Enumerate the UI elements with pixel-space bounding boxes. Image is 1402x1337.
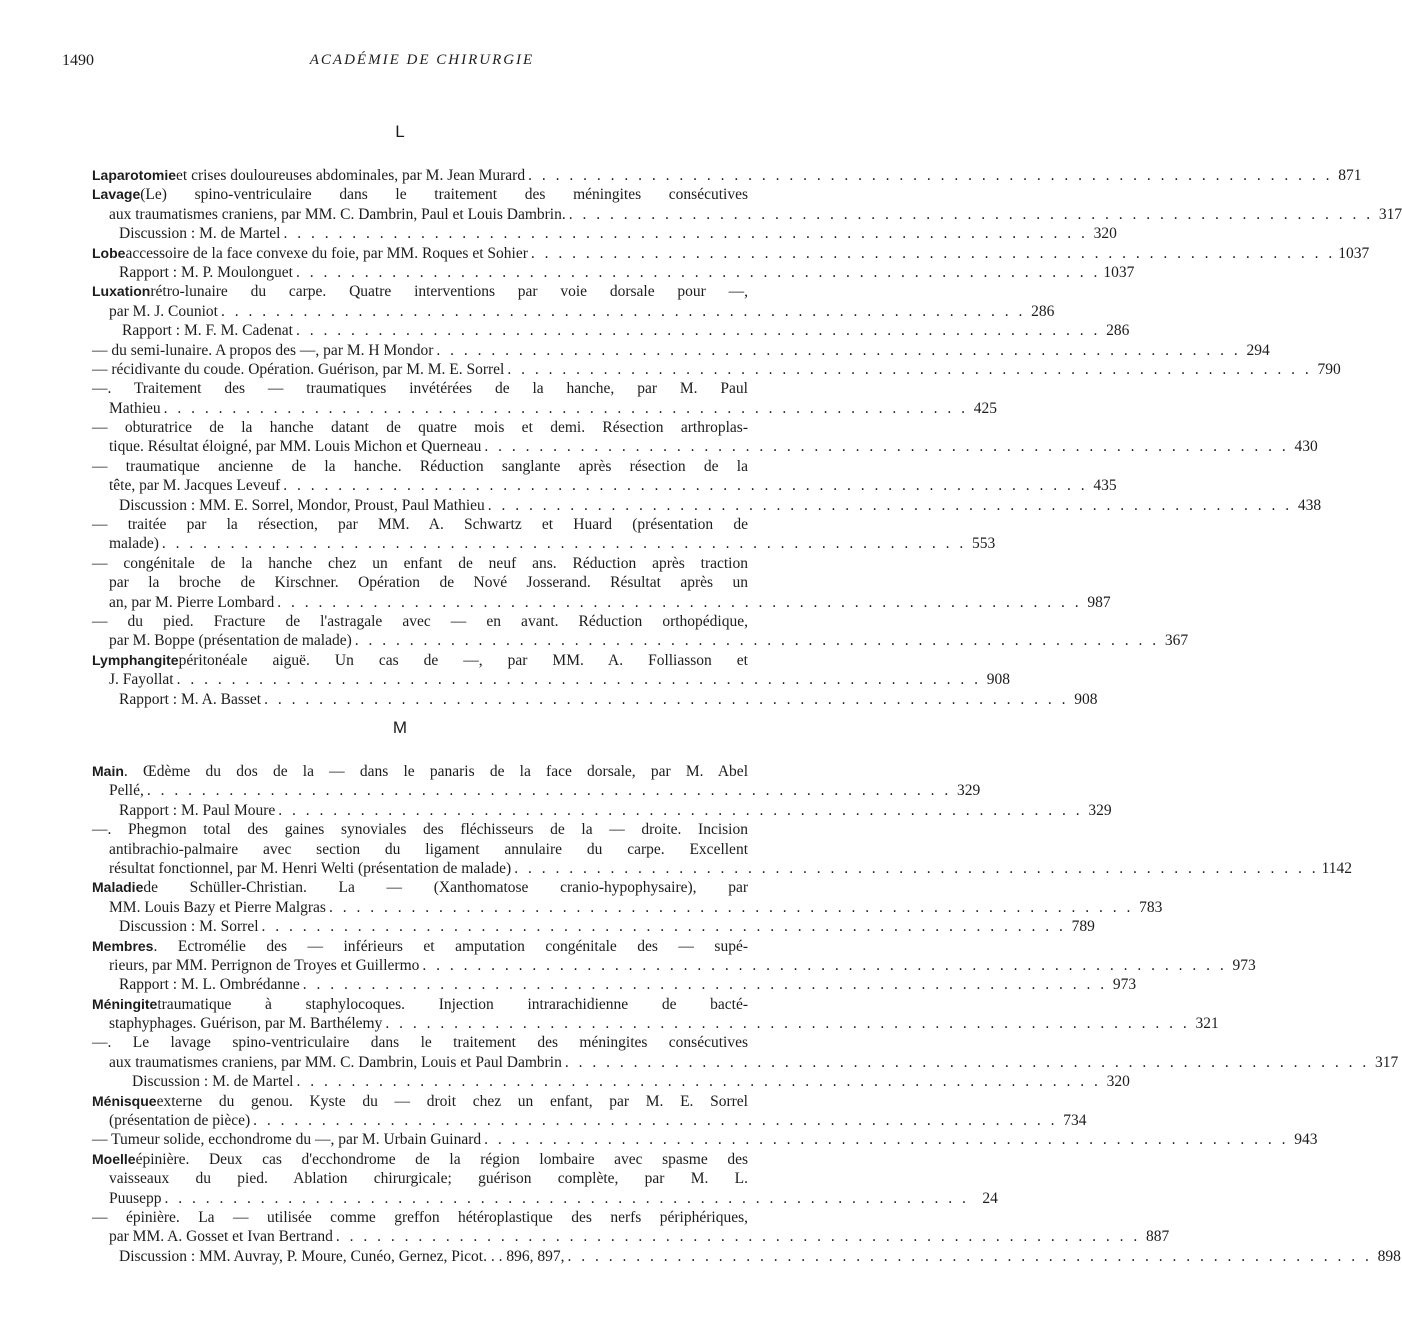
section-letter-l: L xyxy=(395,122,405,141)
page-reference: 286 xyxy=(1031,302,1055,320)
dot-leader: . . . . . . . . . . . . . . . . . . . . . . . . . . . . . . . . . . . . . . . . . . . . . . . . . . . . . . . . . . . xyxy=(176,671,981,689)
dot-leader: . . . . . . . . . . . . . . . . . . . . . . . . . . . . . . . . . . . . . . . . . . . . . . . . . . . . . . . . . . . xyxy=(487,496,1293,514)
dot-leader: . . . . . . . . . . . . . . . . . . . . . . . . . . . . . . . . . . . . . . . . . . . . . . . . . . . . . . . . . . . xyxy=(261,918,1066,936)
index-line xyxy=(92,437,1318,456)
index-line xyxy=(92,690,1098,709)
index-keyword: Méningite xyxy=(92,995,158,1012)
index-text: Rapport : M. L. Ombrédanne xyxy=(119,976,300,994)
page-number: 1490 xyxy=(62,52,94,69)
index-text: staphyphages. Guérison, par M. Barthélemy xyxy=(109,1015,383,1033)
running-title: ACADÉMIE DE CHIRURGIE xyxy=(309,52,535,68)
index-line xyxy=(92,1208,748,1227)
dot-leader: . . . . . . . . . . . . . . . . . . . . . . . . . . . . . . . . . . . . . . . . . . . . . . . . . . . . . . . . . . . xyxy=(530,244,1336,262)
page-reference: 943 xyxy=(1294,1131,1318,1149)
dot-leader: . . . . . . . . . . . . . . . . . . . . . . . . . . . . . . . . . . . . . . . . . . . . . . . . . . . . . . . . . . . xyxy=(253,1112,1058,1130)
index-keyword: Ménisque xyxy=(92,1092,157,1109)
dot-leader: . . . . . . . . . . . . . . . . . . . . . . . . . . . . . . . . . . . . . . . . . . . . . . . . . . . . . . . . . . . xyxy=(484,1131,1289,1149)
dot-leader: . . . . . . . . . . . . . . . . . . . . . . . . . . . . . . . . . . . . . . . . . . . . . . . . . . . . . . . . . . . xyxy=(385,1015,1190,1033)
index-text: malade) xyxy=(109,535,159,553)
index-line xyxy=(92,515,748,534)
dot-leader: . . . . . . . . . . . . . . . . . . . . . . . . . . . . . . . . . . . . . . . . . . . . . . . . . . . . . . . . . . . xyxy=(295,263,1101,281)
index-text: Discussion : M. de Martel xyxy=(132,1073,294,1091)
dot-leader: . . . . . . . . . . . . . . . . . . . . . . . . . . . . . . . . . . . . . . . . . . . . . . . . . . . . . . . . . . . xyxy=(146,782,952,800)
index-text: Discussion : M. de Martel xyxy=(119,225,281,243)
index-text: — Tumeur solide, ecchondrome du —, par M. Urbain Guinard xyxy=(92,1131,482,1149)
page-reference: 329 xyxy=(957,782,981,800)
index-line xyxy=(92,1227,1170,1246)
index-text: vaisseaux du pied. Ablation chirurgicale; guérison complète, par M. L. xyxy=(109,1170,748,1188)
index-text: rieurs, par MM. Perrignon de Troyes et Guillermo xyxy=(109,956,420,974)
index-keyword: Main xyxy=(92,763,124,779)
dot-leader: . . . . . . . . . . . . . . . . . . . . . . . . . . . . . . . . . . . . . . . . . . . . . . . . . . . . . . . . . . . xyxy=(484,438,1289,456)
index-keyword: Membres xyxy=(92,937,154,954)
dot-leader: . . . . . . . . . . . . . . . . . . . . . . . . . . . . . . . . . . . . . . . . . . . . . . . . . . . . . . . . . . . xyxy=(295,322,1101,340)
index-line xyxy=(92,244,1370,263)
dot-leader: . . . . . . . . . . . . . . . . . . . . . . . . . . . . . . . . . . . . . . . . . . . . . . . . . . . . . . . . . . . xyxy=(528,167,1333,184)
index-text: de Schüller-Christian. La — (Xanthomatose cranio-hypophysaire), par xyxy=(143,879,748,897)
dot-leader: . . . . . . . . . . . . . . . . . . . . . . . . . . . . . . . . . . . . . . . . . . . . . . . . . . . . . . . . . . . xyxy=(264,690,1069,708)
index-line xyxy=(92,840,748,859)
index-text: par la broche de Kirschner. Opération de Nové Josserand. Résultat après un xyxy=(109,574,748,592)
index-text: . Œdème du dos de la — dans le panaris de la face dorsale, par M. Abel xyxy=(123,763,748,780)
dot-leader: . . . . . . . . . . . . . . . . . . . . . . . . . . . . . . . . . . . . . . . . . . . . . . . . . . . . . . . . . . . xyxy=(296,1073,1101,1091)
index-line xyxy=(92,554,748,573)
dot-leader: . . . . . . . . . . . . . . . . . . . . . . . . . . . . . . . . . . . . . . . . . . . . . . . . . . . . . . . . . . . xyxy=(220,302,1026,320)
index-line xyxy=(92,1130,1318,1149)
index-text: — congénitale de la hanche chez un enfant de neuf ans. Réduction après traction xyxy=(92,554,748,572)
index-text: antibrachio-palmaire avec section du ligament annulaire du carpe. Excellent xyxy=(109,840,748,858)
index-text: Mathieu xyxy=(109,399,161,417)
index-line xyxy=(92,1111,1087,1130)
index-keyword: Lobe xyxy=(92,244,126,261)
index-text: Rapport : M. Paul Moure xyxy=(119,801,276,819)
index-line xyxy=(92,399,998,418)
dot-leader: . . . . . . . . . . . . . . . . . . . . . . . . . . . . . . . . . . . . . . . . . . . . . . . . . . . . . . . . . . . xyxy=(507,360,1312,378)
dot-leader: . . . . . . . . . . . . . . . . . . . . . . . . . . . . . . . . . . . . . . . . . . . . . . . . . . . . . . . . . . . xyxy=(568,205,1374,223)
page-reference: 320 xyxy=(1106,1073,1130,1091)
page-reference: 294 xyxy=(1246,341,1270,359)
index-keyword: Maladie xyxy=(92,879,144,896)
index-line xyxy=(92,975,1137,994)
index-line xyxy=(92,878,748,897)
page-reference: 898 xyxy=(1377,1247,1401,1265)
index-text: — épinière. La — utilisée comme greffon hétéroplastique des nerfs périphériques, xyxy=(92,1208,748,1226)
index-text: Discussion : MM. Auvray, P. Moure, Cunéo, Gernez, Picot. . . 896, 897, xyxy=(119,1247,565,1265)
index-line xyxy=(92,956,1256,975)
dot-leader: . . . . . . . . . . . . . . . . . . . . . . . . . . . . . . . . . . . . . . . . . . . . . . . . . . . . . . . . . . . xyxy=(283,225,1088,243)
index-text: — traitée par la résection, par MM. A. Schwartz et Huard (présentation de xyxy=(92,516,748,534)
index-keyword: Laparotomie xyxy=(92,167,177,183)
dot-leader: . . . . . . . . . . . . . . . . . . . . . . . . . . . . . . . . . . . . . . . . . . . . . . . . . . . . . . . . . . . xyxy=(283,477,1088,495)
dot-leader: . . . . . . . . . . . . . . . . . . . . . . . . . . . . . . . . . . . . . . . . . . . . . . . . . . . . . . . . . . . xyxy=(164,1189,969,1207)
dot-leader: . . . . . . . . . . . . . . . . . . . . . . . . . . . . . . . . . . . . . . . . . . . . . . . . . . . . . . . . . . . xyxy=(328,898,1134,916)
index-line xyxy=(92,631,1189,650)
index-line xyxy=(92,263,1135,282)
index-line xyxy=(92,1072,1130,1091)
page-reference: 908 xyxy=(986,671,1010,689)
page-reference: 430 xyxy=(1294,438,1318,456)
page-reference: 435 xyxy=(1093,477,1117,495)
index-text: par M. Boppe (présentation de malade) xyxy=(109,632,352,650)
index-line xyxy=(92,1033,748,1052)
page-header xyxy=(62,52,742,76)
index-text: tique. Résultat éloigné, par MM. Louis Michon et Querneau xyxy=(109,438,482,456)
index-text: —. Phegmon total des gaines synoviales des fléchisseurs de la — droite. Incision xyxy=(92,821,748,839)
page-reference: 734 xyxy=(1063,1112,1087,1130)
index-text: — obturatrice de la hanche datant de quatre mois et demi. Résection arthroplas- xyxy=(92,419,748,437)
index-line xyxy=(92,612,748,631)
index-text: Rapport : M. P. Moulonguet xyxy=(119,263,293,281)
index-text: — du pied. Fracture de l'astragale avec — en avant. Réduction orthopédique, xyxy=(92,612,748,630)
index-text: traumatique à staphylocoques. Injection intrarachidienne de bacté- xyxy=(157,995,748,1013)
page-reference: 1142 xyxy=(1321,859,1353,877)
index-line xyxy=(92,1150,748,1169)
index-line xyxy=(92,166,1362,185)
page-reference: 887 xyxy=(1145,1228,1170,1246)
index-text: — traumatique ancienne de la hanche. Réduction sanglante après résection de la xyxy=(92,457,748,475)
index-line xyxy=(92,1189,998,1208)
index-text: Puusepp xyxy=(109,1189,162,1207)
dot-leader: . . . . . . . . . . . . . . . . . . . . . . . . . . . . . . . . . . . . . . . . . . . . . . . . . . . . . . . . . . . xyxy=(436,341,1241,359)
index-line xyxy=(92,937,748,956)
index-keyword: Lymphangite xyxy=(92,651,179,668)
index-text: aux traumatismes craniens, par MM. C. Dambrin, Paul et Louis Dambrin. xyxy=(109,205,566,223)
page-reference: 320 xyxy=(1093,225,1117,243)
index-line xyxy=(92,1014,1219,1033)
dot-leader: . . . . . . . . . . . . . . . . . . . . . . . . . . . . . . . . . . . . . . . . . . . . . . . . . . . . . . . . . . . xyxy=(567,1247,1372,1265)
page-reference: 973 xyxy=(1232,956,1256,974)
index-text: MM. Louis Bazy et Pierre Malgras xyxy=(109,898,326,916)
index-line xyxy=(92,593,1111,612)
page-reference: 871 xyxy=(1338,167,1362,184)
page-reference: 789 xyxy=(1071,918,1095,936)
dot-leader: . . . . . . . . . . . . . . . . . . . . . . . . . . . . . . . . . . . . . . . . . . . . . . . . . . . . . . . . . . . xyxy=(163,399,969,417)
dot-leader: . . . . . . . . . . . . . . . . . . . . . . . . . . . . . . . . . . . . . . . . . . . . . . . . . . . . . . . . . . . xyxy=(335,1228,1141,1246)
index-keyword: Moelle xyxy=(92,1150,136,1167)
page-reference: 553 xyxy=(972,535,996,553)
dot-leader: . . . . . . . . . . . . . . . . . . . . . . . . . . . . . . . . . . . . . . . . . . . . . . . . . . . . . . . . . . . xyxy=(302,976,1108,994)
index-line xyxy=(92,457,748,476)
page-reference: 790 xyxy=(1317,360,1341,378)
index-line xyxy=(92,1247,1401,1266)
index-line xyxy=(92,341,1270,360)
index-text: J. Fayollat xyxy=(109,671,174,689)
index-text: épinière. Deux cas d'ecchondrome de la région lombaire avec spasme des xyxy=(135,1150,748,1168)
index-text: Rapport : M. F. M. Cadenat xyxy=(122,322,293,340)
index-text: — récidivante du coude. Opération. Guérison, par M. M. E. Sorrel xyxy=(92,360,505,378)
index-line xyxy=(92,995,748,1014)
dot-leader: . . . . . . . . . . . . . . . . . . . . . . . . . . . . . . . . . . . . . . . . . . . . . . . . . . . . . . . . . . . xyxy=(564,1053,1370,1071)
page-reference: 317 xyxy=(1374,1053,1399,1071)
index-line xyxy=(92,321,1130,340)
page-reference: 973 xyxy=(1112,976,1137,994)
index-keyword: Luxation xyxy=(92,283,151,300)
index-text: an, par M. Pierre Lombard xyxy=(109,593,275,611)
index-text: par MM. A. Gosset et Ivan Bertrand xyxy=(109,1228,333,1246)
page-reference: 329 xyxy=(1088,801,1112,819)
index-section-l xyxy=(92,166,1402,709)
page-reference: 286 xyxy=(1106,322,1130,340)
index-line xyxy=(92,496,1322,515)
index-keyword: Lavage xyxy=(92,186,141,203)
index-line xyxy=(92,224,1117,243)
index-text: par M. J. Couniot xyxy=(109,302,218,320)
index-line xyxy=(92,670,1010,689)
dot-leader: . . . . . . . . . . . . . . . . . . . . . . . . . . . . . . . . . . . . . . . . . . . . . . . . . . . . . . . . . . . xyxy=(514,859,1319,877)
index-line xyxy=(92,781,981,800)
index-text: Discussion : MM. E. Sorrel, Mondor, Proust, Paul Mathieu xyxy=(119,496,485,514)
index-text: aux traumatismes craniens, par MM. C. Dambrin, Louis et Paul Dambrin xyxy=(109,1053,562,1071)
section-letter-m: M xyxy=(392,718,408,737)
index-line xyxy=(92,282,748,301)
page-reference: 438 xyxy=(1297,496,1322,514)
index-line xyxy=(92,534,996,553)
index-line xyxy=(92,302,1055,321)
index-line xyxy=(92,762,748,781)
index-line xyxy=(92,1092,748,1111)
index-text: —. Le lavage spino-ventriculaire dans le traitement des méningites consécutives xyxy=(92,1034,748,1052)
index-text: résultat fonctionnel, par M. Henri Welti (présentation de malade) xyxy=(109,859,512,877)
index-text: accessoire de la face convexe du foie, par MM. Roques et Sohier xyxy=(125,244,528,262)
dot-leader: . . . . . . . . . . . . . . . . . . . . . . . . . . . . . . . . . . . . . . . . . . . . . . . . . . . . . . . . . . . xyxy=(354,632,1160,650)
page-reference: 908 xyxy=(1074,690,1098,708)
index-text: Discussion : M. Sorrel xyxy=(119,918,259,936)
index-text: (présentation de pièce) xyxy=(109,1112,251,1130)
dot-leader: . . . . . . . . . . . . . . . . . . . . . . . . . . . . . . . . . . . . . . . . . . . . . . . . . . . . . . . . . . . xyxy=(161,535,967,553)
index-section-m xyxy=(92,762,1401,1266)
index-text: externe du genou. Kyste du — droit chez un enfant, par M. E. Sorrel xyxy=(156,1092,748,1110)
page-reference: 987 xyxy=(1087,593,1111,611)
index-text: —. Traitement des — traumatiques invétérées de la hanche, par M. Paul xyxy=(92,380,748,398)
index-text: et crises douloureuses abdominales, par M. Jean Murard xyxy=(176,167,526,184)
index-line xyxy=(92,360,1341,379)
page-reference: 783 xyxy=(1139,898,1163,916)
index-line xyxy=(92,859,1353,878)
index-line xyxy=(92,898,1163,917)
index-text: Rapport : M. A. Basset xyxy=(119,690,262,708)
index-line xyxy=(92,205,1402,224)
index-text: rétro-lunaire du carpe. Quatre interventions par voie dorsale pour —, xyxy=(150,283,748,301)
index-line xyxy=(92,1053,1399,1072)
page-reference: 1037 xyxy=(1103,263,1135,281)
index-text: . Ectromélie des — inférieurs et amputation congénitale des — supé- xyxy=(153,937,748,955)
page-reference: 367 xyxy=(1164,632,1189,650)
index-text: péritonéale aiguë. Un cas de —, par MM. A. Folliasson et xyxy=(178,651,748,669)
index-line xyxy=(92,379,748,398)
index-line xyxy=(92,476,1117,495)
index-text: (Le) spino-ventriculaire dans le traitement des méningites consécutives xyxy=(140,186,748,204)
page-reference: 24 xyxy=(982,1189,998,1207)
index-line xyxy=(92,651,748,670)
dot-leader: . . . . . . . . . . . . . . . . . . . . . . . . . . . . . . . . . . . . . . . . . . . . . . . . . . . . . . . . . . . xyxy=(422,956,1227,974)
page-reference: 425 xyxy=(973,399,998,417)
index-line xyxy=(92,418,748,437)
dot-leader: . . . . . . . . . . . . . . . . . . . . . . . . . . . . . . . . . . . . . . . . . . . . . . . . . . . . . . . . . . . xyxy=(277,593,1082,611)
index-line xyxy=(92,820,748,839)
page-reference: 1037 xyxy=(1338,244,1370,262)
index-line xyxy=(92,1169,748,1188)
index-line xyxy=(92,801,1112,820)
page-reference: 321 xyxy=(1195,1015,1219,1033)
index-text: — du semi-lunaire. A propos des —, par M. H Mondor xyxy=(92,341,434,359)
index-line xyxy=(92,185,748,204)
index-line xyxy=(92,573,748,592)
dot-leader: . . . . . . . . . . . . . . . . . . . . . . . . . . . . . . . . . . . . . . . . . . . . . . . . . . . . . . . . . . . xyxy=(278,801,1083,819)
page-reference: 317 xyxy=(1378,205,1402,223)
index-line xyxy=(92,917,1095,936)
index-text: tête, par M. Jacques Leveuf xyxy=(109,477,281,495)
index-text: Pellé, xyxy=(109,782,144,800)
